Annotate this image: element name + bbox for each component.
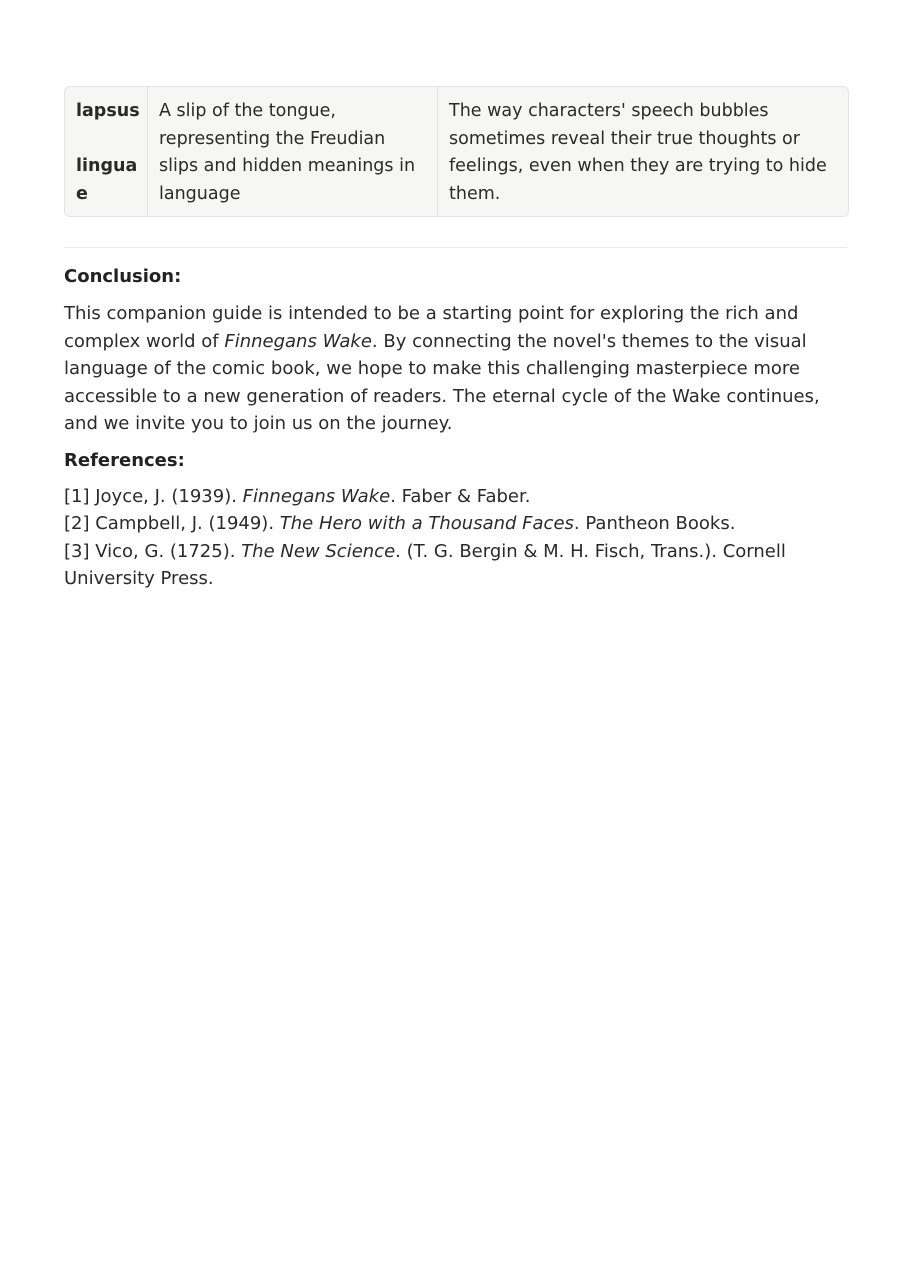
conclusion-title: Finnegans Wake	[224, 330, 372, 352]
comic-connection-cell: The way characters' speech bubbles sometimes reveal their true thoughts or feelings, even when they are trying to hide them.	[437, 87, 848, 216]
conclusion-text-before: This companion guide is intended to be a starting point for exploring the rich and complex world of	[64, 303, 799, 352]
reference-item	[64, 483, 847, 511]
document-page	[64, 86, 847, 593]
reference-item	[64, 510, 847, 538]
term-word-2: lingua	[76, 156, 138, 176]
reference-suffix: . (T. G. Bergin & M. H. Fisch, Trans.). Cornell University Press.	[64, 540, 786, 589]
glossary-table	[64, 86, 849, 217]
meaning-cell: A slip of the tongue, representing the Freudian slips and hidden meanings in language	[147, 87, 437, 216]
section-divider	[64, 247, 847, 248]
conclusion-text-after: . By connecting the novel's themes to the visual language of the comic book, we hope to make this challenging masterpiece more accessible to a new generation of readers. The eternal cycle of the Wake continues, and we invite you to join us on the journey.	[64, 330, 820, 434]
conclusion-paragraph	[64, 300, 847, 438]
reference-item	[64, 538, 847, 593]
references-heading: References:	[64, 449, 185, 471]
reference-title: The New Science	[241, 540, 396, 562]
references-list	[64, 483, 847, 593]
term-gap	[76, 126, 143, 154]
reference-suffix: . Faber & Faber.	[390, 485, 531, 507]
reference-prefix: [3] Vico, G. (1725).	[64, 540, 242, 562]
reference-title: The Hero with a Thousand Faces	[279, 513, 574, 534]
reference-suffix: . Pantheon Books.	[573, 513, 736, 534]
term-word-1: lapsus	[76, 101, 140, 121]
reference-title: Finnegans Wake	[242, 485, 391, 507]
term-word-2-wrap: e	[76, 183, 88, 204]
term-cell	[65, 87, 147, 216]
reference-prefix: [2] Campbell, J. (1949).	[64, 513, 280, 534]
reference-prefix: [1] Joyce, J. (1939).	[64, 485, 243, 507]
conclusion-heading: Conclusion:	[64, 266, 182, 287]
